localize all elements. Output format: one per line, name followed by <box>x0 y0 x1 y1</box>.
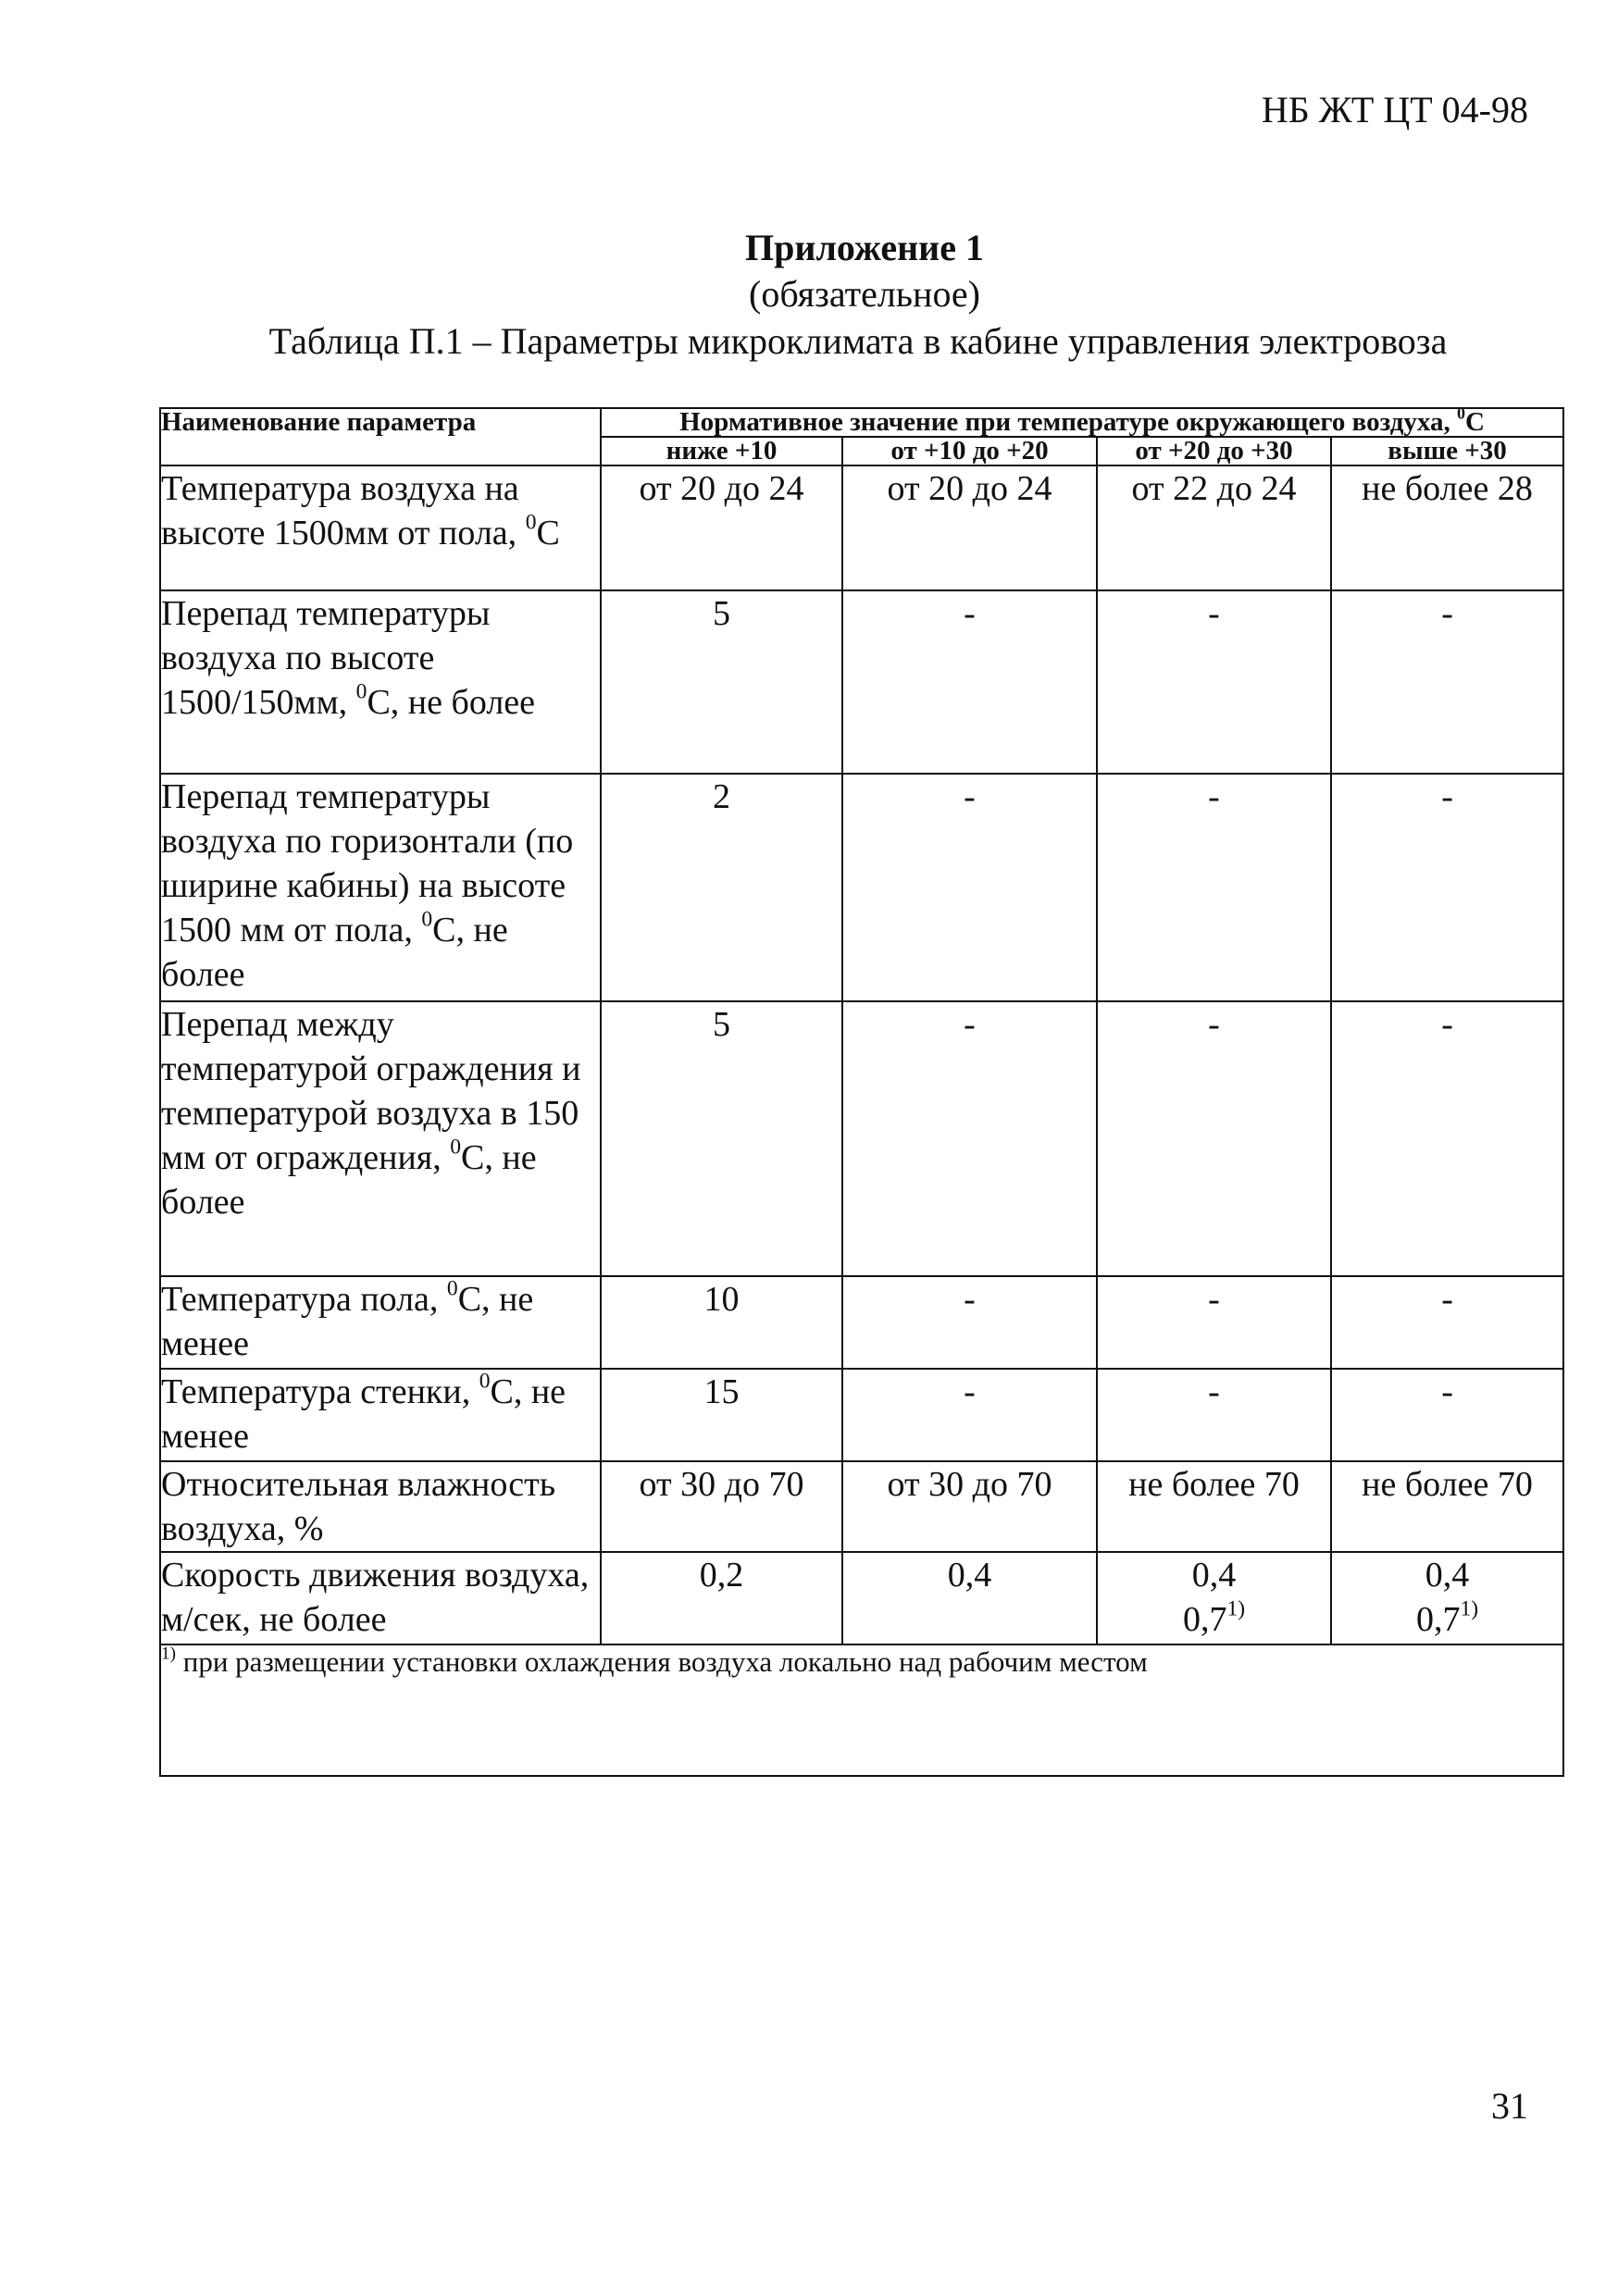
parameter-unit: С, не более <box>161 911 508 994</box>
value-text: - <box>964 1280 976 1319</box>
param-column-header: Наименование параметра <box>160 408 601 465</box>
parameter-name: Температура воздуха на высоте 1500мм от пола, <box>161 469 526 552</box>
value-text: - <box>964 1005 976 1044</box>
value-cell <box>1331 1552 1563 1644</box>
subheader-above-30: выше +30 <box>1331 437 1563 465</box>
value-cell <box>1097 1276 1331 1369</box>
value-text: - <box>964 1372 976 1411</box>
value-cell <box>842 1001 1097 1276</box>
value-text: 0,4 <box>1425 1556 1470 1595</box>
value-cell <box>1331 1001 1563 1276</box>
table-row <box>160 1552 1563 1644</box>
parameter-cell <box>160 1001 601 1276</box>
parameter-name: Скорость движения воздуха, м/сек, не более <box>161 1556 590 1639</box>
value-cell <box>601 590 842 774</box>
footnote-marker: 1) <box>161 1644 176 1664</box>
value-second-text: 0,7 <box>1182 1600 1227 1639</box>
degree-sup: 0 <box>525 510 537 535</box>
value-text: 0,2 <box>699 1556 744 1595</box>
subheader-20-to-30: от +20 до +30 <box>1097 437 1331 465</box>
table-row <box>160 1276 1563 1369</box>
value-text: 2 <box>713 777 730 816</box>
value-second-line <box>1098 1597 1330 1642</box>
value-cell <box>1331 465 1563 590</box>
value-cell <box>601 465 842 590</box>
value-cell <box>1097 774 1331 1001</box>
value-text: - <box>1208 594 1220 633</box>
value-text: - <box>1441 1280 1453 1319</box>
value-text: 10 <box>703 1280 740 1319</box>
table-row <box>160 1369 1563 1461</box>
parameter-unit: С, не менее <box>161 1372 566 1456</box>
value-cell <box>842 590 1097 774</box>
value-cell <box>601 1552 842 1644</box>
value-text: - <box>1208 1280 1220 1319</box>
value-cell <box>842 1369 1097 1461</box>
value-cell <box>1331 590 1563 774</box>
degree-sup: 0 <box>355 679 367 704</box>
table-row <box>160 774 1563 1001</box>
value-cell <box>1331 774 1563 1001</box>
parameter-cell <box>160 1276 601 1369</box>
value-cell <box>842 1461 1097 1552</box>
value-text: - <box>1208 777 1220 816</box>
value-text: от 20 до 24 <box>887 469 1052 508</box>
value-text: от 20 до 24 <box>639 469 804 508</box>
value-text: - <box>1441 594 1453 633</box>
value-cell <box>842 1552 1097 1644</box>
value-second-line <box>1332 1597 1562 1642</box>
footnote-row <box>160 1644 1563 1776</box>
table-caption: Таблица П.1 – Параметры микроклимата в кабине управления электровоза <box>268 320 1448 362</box>
value-text: - <box>964 594 976 633</box>
subheader-below-10: ниже +10 <box>601 437 842 465</box>
value-cell <box>842 774 1097 1001</box>
value-text: - <box>1441 777 1453 816</box>
value-text: не более 70 <box>1128 1465 1300 1504</box>
value-cell <box>601 1461 842 1552</box>
value-cell <box>1097 465 1331 590</box>
value-text: - <box>964 777 976 816</box>
value-text: - <box>1208 1005 1220 1044</box>
degree-sup: 0 <box>479 1369 491 1394</box>
value-text: - <box>1441 1372 1453 1411</box>
table-header-row <box>160 408 1563 437</box>
value-text: 0,4 <box>947 1556 992 1595</box>
footnote <box>160 1644 1563 1776</box>
celsius-unit: С <box>1464 407 1485 437</box>
parameter-unit: С, не более <box>161 1138 537 1222</box>
footnote-ref: 1) <box>1460 1596 1479 1621</box>
parameter-cell <box>160 1552 601 1644</box>
value-text: - <box>1441 1005 1453 1044</box>
document-code: НБ ЖТ ЦТ 04-98 <box>1261 89 1528 130</box>
parameter-name: Относительная влажность воздуха, % <box>161 1465 556 1548</box>
footnote-ref: 1) <box>1226 1596 1246 1621</box>
table-row <box>160 1461 1563 1552</box>
value-cell <box>1331 1276 1563 1369</box>
norm-value-group-header <box>601 403 1563 437</box>
value-text: - <box>1208 1372 1220 1411</box>
norm-value-header-text: Нормативное значение при температуре окружающего воздуха, <box>679 407 1457 437</box>
parameter-name: Перепад между температурой ограждения и температурой воздуха в 150 мм от ограждения, <box>161 1005 581 1177</box>
appendix-title: Приложение 1 <box>745 227 984 268</box>
parameter-unit: С <box>536 514 560 552</box>
value-text: 0,4 <box>1191 1556 1237 1595</box>
parameter-cell <box>160 1369 601 1461</box>
value-text: от 30 до 70 <box>639 1465 804 1504</box>
parameter-name: Температура пола, <box>161 1280 447 1319</box>
parameter-name: Перепад температуры воздуха по высоте 1500/150мм, <box>161 594 491 722</box>
degree-sup: 0 <box>450 1135 462 1160</box>
degree-sup: 0 <box>1457 403 1465 423</box>
value-text: не более 28 <box>1362 469 1533 508</box>
parameter-cell <box>160 1461 601 1552</box>
value-cell <box>1331 1461 1563 1552</box>
table-row <box>160 590 1563 774</box>
value-cell <box>601 1369 842 1461</box>
value-cell <box>1097 1461 1331 1552</box>
parameter-unit: С, не более <box>367 683 536 722</box>
value-cell <box>1097 1369 1331 1461</box>
value-cell <box>601 774 842 1001</box>
parameter-name: Перепад температуры воздуха по горизонтали (по ширине кабины) на высоте 1500 мм от пола, <box>161 777 574 949</box>
parameter-cell <box>160 465 601 590</box>
value-text: от 22 до 24 <box>1131 469 1297 508</box>
value-cell <box>842 1276 1097 1369</box>
value-text: от 30 до 70 <box>887 1465 1052 1504</box>
degree-sup: 0 <box>421 907 433 932</box>
value-text: 5 <box>713 594 730 633</box>
parameter-cell <box>160 590 601 774</box>
value-cell <box>601 1001 842 1276</box>
value-cell <box>1097 1552 1331 1644</box>
degree-sup: 0 <box>446 1276 458 1301</box>
microclimate-table <box>159 403 1564 1777</box>
value-cell <box>601 1276 842 1369</box>
value-text: 5 <box>713 1005 730 1044</box>
table-row <box>160 465 1563 590</box>
value-second-text: 0,7 <box>1415 1600 1461 1639</box>
subheader-10-to-20: от +10 до +20 <box>842 437 1097 465</box>
footnote-text: при размещении установки охлаждения воздуха локально над рабочим местом <box>176 1645 1148 1678</box>
value-text: 15 <box>703 1372 740 1411</box>
value-cell <box>1097 590 1331 774</box>
parameter-cell <box>160 774 601 1001</box>
parameter-name: Температура стенки, <box>161 1372 479 1411</box>
parameter-unit: С, не менее <box>161 1280 534 1363</box>
appendix-subtitle: (обязательное) <box>749 273 980 315</box>
value-cell <box>842 465 1097 590</box>
value-cell <box>1097 1001 1331 1276</box>
table-row <box>160 1001 1563 1276</box>
value-cell <box>1331 1369 1563 1461</box>
value-text: не более 70 <box>1362 1465 1533 1504</box>
page-number: 31 <box>1491 2085 1528 2127</box>
